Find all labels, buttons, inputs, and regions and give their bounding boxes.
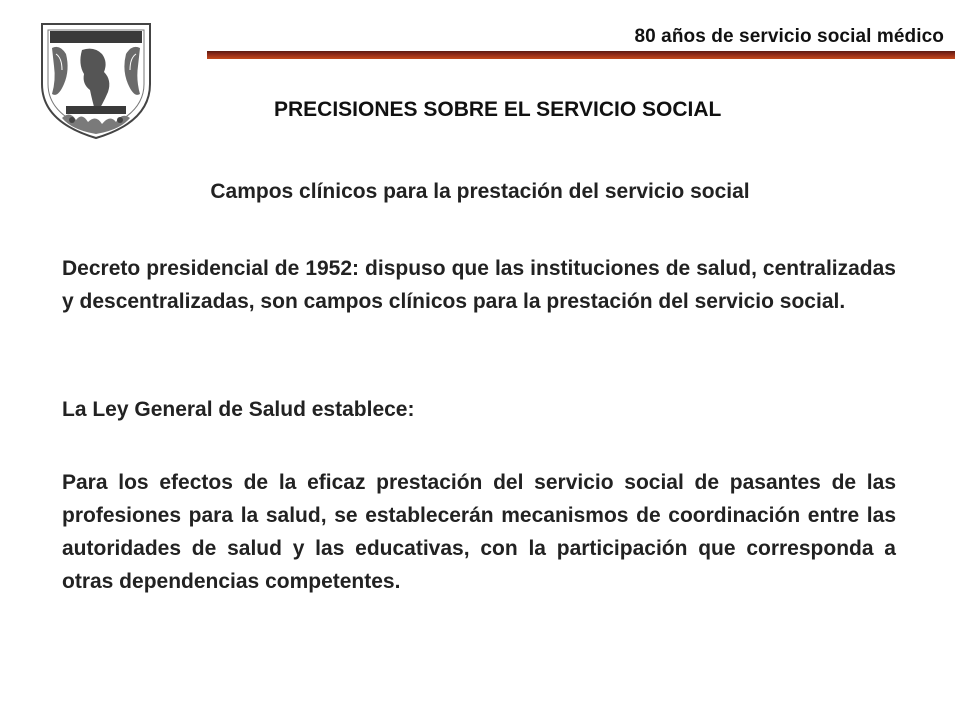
paragraph-coordinacion: Para los efectos de la eficaz prestación del servicio social de pasantes de las profesiones para la salud, se establecerán mecanismos de coordinación entre las autoridades de salud y las educativas, con la participación que corresponda a otras dependencias competentes. <box>62 471 896 593</box>
slide-subtitle: Campos clínicos para la prestación del servicio social <box>210 180 750 203</box>
paragraph-decreto: Decreto presidencial de 1952: dispuso que las instituciones de salud, centralizadas y descentralizadas, son campos clínicos para la prestación del servicio social. <box>62 257 896 313</box>
slide-title: PRECISIONES SOBRE EL SERVICIO SOCIAL <box>274 98 722 121</box>
unam-shield-logo <box>36 14 156 142</box>
anniversary-header: 80 años de servicio social médico <box>634 26 944 47</box>
header-divider <box>207 51 955 59</box>
paragraph-ley-general: La Ley General de Salud establece: <box>62 398 415 421</box>
